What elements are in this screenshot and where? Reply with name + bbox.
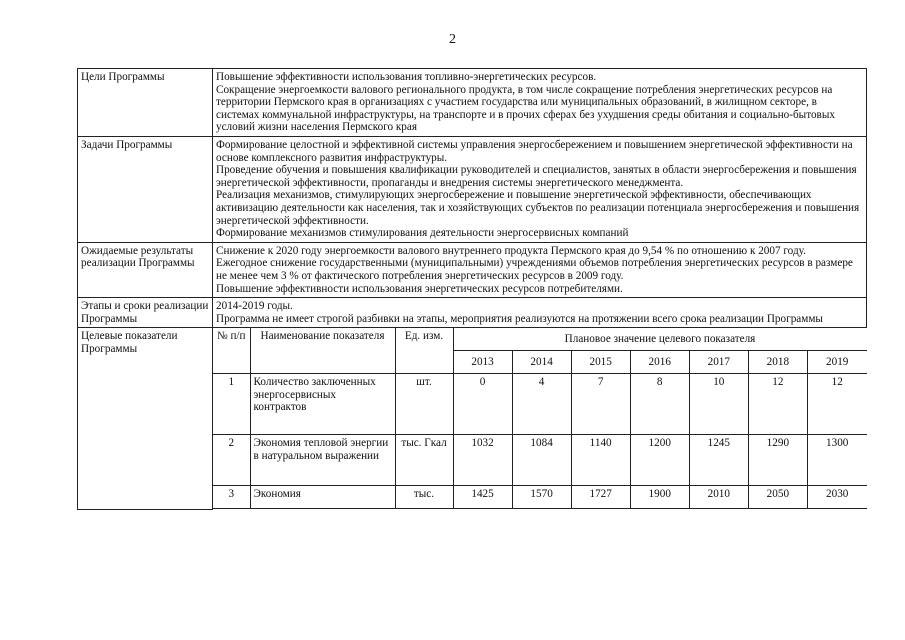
row-value: 1900 — [630, 486, 689, 509]
tasks-paragraph: Формирование целостной и эффективной системы управления энергосбережением и повышением энергетической эффективности на основе комплексного развития инфраструктуры. — [216, 138, 853, 164]
year-cell: 2016 — [630, 351, 689, 374]
tasks-row — [78, 136, 867, 242]
header-num: № п/п — [213, 328, 250, 374]
indicator-row — [213, 486, 867, 509]
row-num: 1 — [213, 374, 250, 435]
row-value: 1290 — [748, 435, 807, 486]
row-value: 0 — [453, 374, 512, 435]
goals-row — [78, 69, 867, 137]
year-cell: 2017 — [689, 351, 748, 374]
stages-paragraph: Программа не имеет строгой разбивки на этапы, мероприятия реализуются на протяжении всего срока реализации Программы — [216, 312, 823, 325]
tasks-paragraph: Реализация механизмов, стимулирующих энергосбережение и повышение энергетической эффективности, обеспечивающих активизацию деятельности как населения, так и хозяйствующих субъектов по реализации потенциала энергосбережения и повышения энергетической эффективности. — [216, 189, 860, 227]
results-paragraph: Ежегодное снижение государственными (муниципальными) учреждениями объемов потребления энергетических ресурсов в размере не менее чем 3 % от фактического потребления энергетических ресурсов в 2009 году. — [216, 257, 853, 282]
row-value: 12 — [807, 374, 866, 435]
results-content — [213, 242, 867, 297]
stages-row — [78, 298, 867, 328]
row-unit: шт. — [395, 374, 453, 435]
row-value: 10 — [689, 374, 748, 435]
row-unit: тыс. Гкал — [395, 435, 453, 486]
row-value: 2050 — [748, 486, 807, 509]
results-paragraph: Снижение к 2020 году энергоемкости валового внутреннего продукта Пермского края до 9,54 % по отношению к 2007 году. — [216, 244, 806, 257]
page-number: 2 — [449, 32, 456, 47]
header-planned: Плановое значение целевого показателя — [453, 328, 867, 351]
goals-label: Цели Программы — [78, 69, 213, 137]
stages-paragraph: 2014-2019 годы. — [216, 300, 293, 313]
year-cell: 2014 — [512, 351, 571, 374]
year-cell: 2019 — [807, 351, 866, 374]
row-value: 7 — [571, 374, 630, 435]
results-paragraph: Повышение эффективности использования энергетических ресурсов потребителями. — [216, 282, 623, 295]
row-name: Количество заключенных энергосервисных контрактов — [250, 374, 395, 435]
row-num: 3 — [213, 486, 250, 509]
row-name: Экономия тепловой энергии в натуральном выражении — [250, 435, 395, 486]
row-value: 1727 — [571, 486, 630, 509]
row-value: 1425 — [453, 486, 512, 509]
results-row — [78, 242, 867, 297]
program-passport-table — [77, 68, 867, 510]
row-name: Экономия — [250, 486, 395, 509]
goals-paragraph: Сокращение энергоемкости валового регионального продукта, в том числе сокращение потребления энергетических ресурсов на территории Пермского края в организациях с участием государства или муниципальных образований, в жилищном секторе, в системах коммунальной инфраструктуры, на транспорте и в прочих сферах без ухудшения среды обитания и социально-бытовых условий жизни населения Пермского края — [216, 83, 835, 134]
row-value: 8 — [630, 374, 689, 435]
year-cell: 2018 — [748, 351, 807, 374]
row-value: 1200 — [630, 435, 689, 486]
tasks-paragraph: Формирование механизмов стимулирования деятельности энергосервисных компаний — [216, 227, 629, 240]
year-cell: 2013 — [453, 351, 512, 374]
tasks-paragraph: Проведение обучения и повышения квалификации руководителей и специалистов, занятых в области энергосбережения и повышения энергетической эффективности, пропаганды и внедрения системы энергетического менеджмента. — [216, 164, 857, 189]
row-value: 4 — [512, 374, 571, 435]
stages-content — [213, 298, 867, 328]
goals-content — [213, 69, 867, 137]
row-value: 2010 — [689, 486, 748, 509]
indicator-row — [213, 374, 867, 435]
header-name: Наименование показателя — [250, 328, 395, 374]
row-value: 1245 — [689, 435, 748, 486]
year-cell: 2015 — [571, 351, 630, 374]
row-value: 1300 — [807, 435, 866, 486]
row-value: 1084 — [512, 435, 571, 486]
indicators-header-row — [213, 328, 867, 351]
row-value: 12 — [748, 374, 807, 435]
tasks-content — [213, 136, 867, 242]
indicator-row — [213, 435, 867, 486]
goals-paragraph: Повышение эффективности использования топливно-энергетических ресурсов. — [216, 71, 597, 83]
indicators-table — [213, 328, 867, 509]
indicators-label: Целевые показатели Программы — [78, 328, 213, 510]
row-value: 1140 — [571, 435, 630, 486]
indicators-content — [213, 328, 867, 510]
row-num: 2 — [213, 435, 250, 486]
tasks-label: Задачи Программы — [78, 136, 213, 242]
row-value: 1570 — [512, 486, 571, 509]
stages-label: Этапы и сроки реализации Программы — [78, 298, 213, 328]
row-value: 2030 — [807, 486, 866, 509]
row-unit: тыс. — [395, 486, 453, 509]
row-value: 1032 — [453, 435, 512, 486]
indicators-row — [78, 328, 867, 510]
header-unit: Ед. изм. — [395, 328, 453, 374]
results-label: Ожидаемые результаты реализации Программы — [78, 242, 213, 297]
